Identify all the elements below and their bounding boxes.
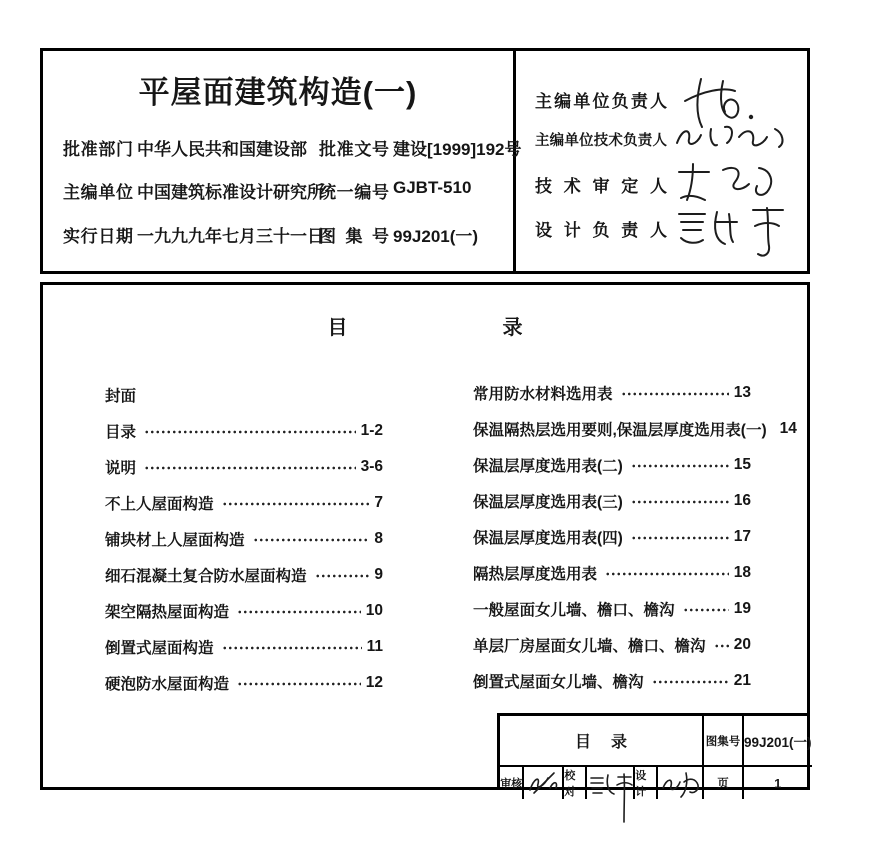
approval-value: 中国建筑标准设计研究所 [137, 183, 324, 202]
designer-signature [658, 767, 702, 799]
atlas-number-label: 图集号 [702, 716, 742, 765]
reviewer-signature [524, 767, 562, 799]
dot-leader [631, 496, 729, 508]
signature-scribble [524, 770, 562, 796]
toc-entry-page: 21 [733, 672, 751, 689]
toc-entry-title: 说明 [105, 460, 137, 477]
toc-entry-title: 不上人屋面构造 [105, 496, 214, 513]
toc-entry-title: 一般屋面女儿墙、檐口、檐沟 [473, 602, 675, 619]
signatory-label: 设计负责人 [535, 221, 667, 240]
reviewer-label: 审核 [500, 767, 524, 799]
toc-entry-page: 15 [733, 456, 751, 473]
toc-entry-page: 9 [374, 566, 383, 583]
number-value: 建设[1999]192号 [393, 140, 522, 159]
toc-entry-page: 18 [733, 564, 751, 581]
toc-entry-title: 常用防水材料选用表 [473, 386, 613, 403]
toc-left-column [105, 377, 383, 701]
dot-leader [144, 462, 356, 474]
number-label: 批准文号 [319, 140, 389, 159]
toc-entry-title: 铺块材上人屋面构造 [105, 532, 245, 549]
toc-right-column [473, 375, 797, 699]
number-value: 99J201(一) [393, 227, 479, 246]
toc-entry-page: 12 [365, 674, 383, 691]
toc-entry-page: 7 [374, 494, 383, 511]
dot-leader [714, 640, 729, 652]
designer-label: 设计 [633, 767, 658, 799]
sheet-title: 目录 [574, 734, 647, 751]
toc-entry-page: 3-6 [360, 458, 383, 475]
approval-label: 实行日期 [63, 227, 133, 246]
dot-leader [605, 568, 729, 580]
toc-entry-title: 目录 [105, 424, 137, 441]
page-label: 页 [702, 765, 742, 799]
toc-entry [473, 519, 751, 555]
signature-scribble [671, 113, 796, 157]
signatory-label: 主编单位技术负责人 [535, 133, 667, 149]
toc-entry-title: 保温层厚度选用表(二) [473, 458, 623, 475]
toc-entry-title: 封面 [105, 388, 137, 405]
toc-entry [105, 557, 383, 593]
dot-leader [222, 498, 370, 510]
approval-label: 主编单位 [63, 183, 133, 202]
dot-leader [683, 604, 729, 616]
toc-entry [473, 627, 751, 663]
toc-entry-title: 保温层厚度选用表(三) [473, 494, 623, 511]
toc-entry-page: 1-2 [360, 422, 383, 439]
toc-entry [473, 375, 751, 411]
toc-entry [105, 377, 383, 413]
toc-entry-title: 保温层厚度选用表(四) [473, 530, 623, 547]
toc-entry-page: 13 [733, 384, 751, 401]
toc-entry [105, 593, 383, 629]
signatory-label: 技术审定人 [535, 177, 667, 196]
approval-row-2 [43, 178, 513, 200]
approval-row-1 [43, 135, 522, 159]
number-label: 统一编号 [319, 183, 389, 202]
toc-entry-page: 19 [733, 600, 751, 617]
dot-leader [631, 532, 729, 544]
toc-entry [473, 447, 751, 483]
toc-entry-title: 保温隔热层选用要则,保温层厚度选用表(一) [473, 422, 767, 439]
number-label: 图集号 [319, 227, 389, 246]
sheet-title-cell [500, 716, 702, 765]
toc-entry-title: 隔热层厚度选用表 [473, 566, 598, 583]
toc-entry-page: 14 [779, 420, 797, 437]
toc-heading-text: 目录 [327, 317, 678, 339]
toc-heading [43, 311, 807, 340]
toc-entry-title: 架空隔热屋面构造 [105, 604, 230, 621]
proofreader-signature [587, 767, 633, 799]
toc-entry [105, 521, 383, 557]
toc-entry [105, 449, 383, 485]
toc-entry-title: 硬泡防水屋面构造 [105, 676, 230, 693]
dot-leader [237, 606, 361, 618]
document-header-block [40, 48, 810, 274]
approval-row-3 [43, 222, 513, 244]
toc-entry [473, 555, 751, 591]
signature-scribble [671, 156, 791, 206]
approval-value: 一九九九年七月三十一日 [137, 227, 324, 246]
toc-entry-title: 倒置式屋面女儿墙、檐沟 [473, 674, 644, 691]
page-number: 1 [742, 765, 812, 799]
document-title: 平屋面建筑构造(一) [138, 75, 418, 110]
credits-row [500, 765, 702, 799]
atlas-number-value: 99J201(一) [742, 716, 812, 765]
dot-leader [253, 534, 370, 546]
toc-entry [473, 483, 751, 519]
approval-value: 中华人民共和国建设部 [137, 140, 307, 159]
toc-entry [105, 629, 383, 665]
dot-leader [652, 676, 729, 688]
signatory-row-tech-chief [535, 129, 807, 159]
signatory-row-design-chief [535, 216, 807, 246]
toc-entry [473, 663, 751, 699]
toc-entry-page: 8 [374, 530, 383, 547]
dot-leader [144, 426, 356, 438]
toc-entry-title: 单层厂房屋面女儿墙、檐口、檐沟 [473, 638, 706, 655]
signature-scribble [671, 200, 801, 260]
number-value: GJBT-510 [393, 178, 472, 197]
toc-entry-page: 17 [733, 528, 751, 545]
proofreader-label: 校对 [562, 767, 587, 799]
toc-entry-page: 20 [733, 636, 751, 653]
toc-entry-title: 倒置式屋面构造 [105, 640, 214, 657]
toc-entry-page: 10 [365, 602, 383, 619]
toc-entry [473, 591, 751, 627]
signature-scribble [658, 770, 702, 796]
dot-leader [621, 388, 729, 400]
approval-label: 批准部门 [63, 140, 133, 159]
toc-entry [105, 665, 383, 701]
toc-entry [473, 411, 797, 447]
drawing-title-block [497, 713, 812, 798]
toc-entry [105, 413, 383, 449]
signature-scribble [587, 770, 633, 796]
toc-entry-page: 16 [733, 492, 751, 509]
toc-entry-title: 细石混凝土复合防水屋面构造 [105, 568, 307, 585]
dot-leader [631, 460, 729, 472]
signatory-row-tech-examiner [535, 172, 807, 202]
header-divider [513, 51, 516, 271]
toc-entry-page: 11 [366, 638, 383, 655]
dot-leader [315, 570, 370, 582]
dot-leader [222, 642, 362, 654]
toc-entry [105, 485, 383, 521]
dot-leader [237, 678, 361, 690]
signatory-label: 主编单位负责人 [535, 92, 667, 111]
